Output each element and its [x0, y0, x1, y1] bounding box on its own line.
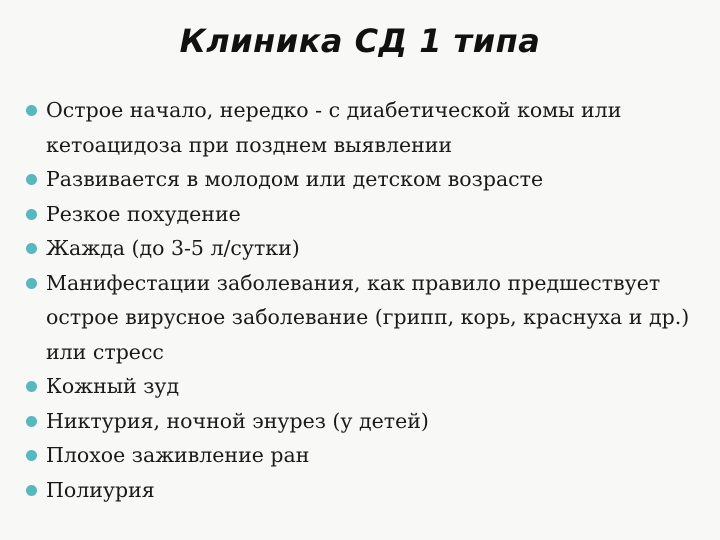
- bullet-item: [26, 266, 716, 370]
- bullet-text: Плохое заживление ран: [46, 443, 310, 467]
- bullet-item: [26, 162, 716, 197]
- bullet-item: [26, 404, 716, 439]
- bullet-text: Манифестации заболевания, как правило предшествует острое вирусное заболевание (грипп, корь, краснуха и др.) или стресс: [46, 270, 690, 364]
- bullet-dot-icon: [26, 450, 37, 461]
- bullet-dot-icon: [26, 485, 37, 496]
- bullet-text: Резкое похудение: [46, 201, 241, 226]
- bullet-item: [26, 197, 716, 232]
- bullet-text: Острое начало, нередко - с диабетической комы или кетоацидоза при позднем выявлении: [46, 98, 622, 157]
- bullet-dot-icon: [26, 278, 37, 289]
- bullet-dot-icon: [26, 243, 37, 254]
- bullet-text: Кожный зуд: [46, 374, 180, 398]
- bullet-item: [26, 231, 716, 266]
- bullet-text: Полиурия: [46, 477, 155, 502]
- bullet-dot-icon: [26, 105, 37, 116]
- bullet-dot-icon: [26, 416, 37, 427]
- bullet-item: [26, 438, 716, 473]
- bullet-item: [26, 473, 716, 508]
- bullet-dot-icon: [26, 174, 37, 185]
- bullet-text: Развивается в молодом или детском возрасте: [46, 167, 544, 191]
- bullet-item: [26, 369, 716, 404]
- bullet-item: [26, 93, 716, 162]
- bullet-list: [26, 93, 716, 507]
- slide-title: Клиника СД 1 типа: [179, 22, 541, 60]
- bullet-text: Никтурия, ночной энурез (у детей): [46, 408, 429, 433]
- bullet-text: Жажда (до 3-5 л/сутки): [46, 236, 300, 260]
- bullet-dot-icon: [26, 381, 37, 392]
- bullet-dot-icon: [26, 209, 37, 220]
